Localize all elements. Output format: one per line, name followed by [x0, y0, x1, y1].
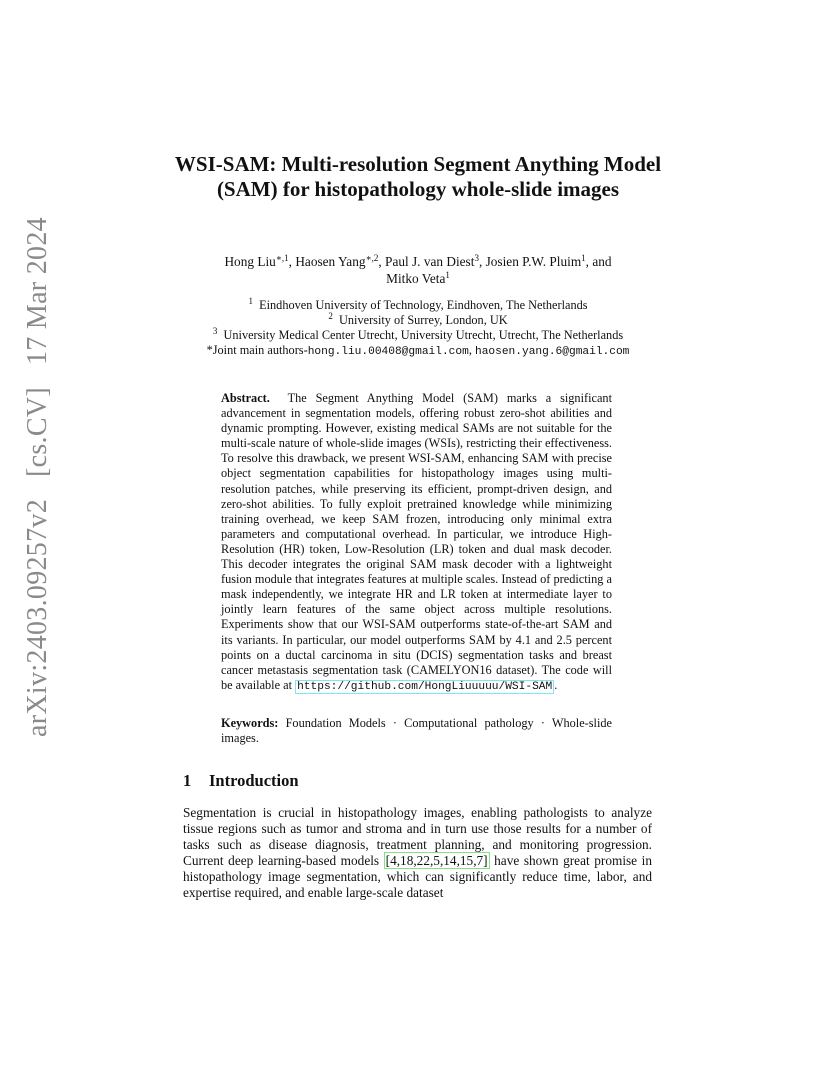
author: Hong Liu$^{∗,1}$,: [224, 253, 296, 269]
intro-paragraph: Segmentation is crucial in histopathology images, enabling pathologists to analyze tissue regions such as tumor and stroma and in turn use those results for a number of tasks such as disease diagnosis, treatment planning, and monitoring progression. Current deep learning-based models [4,18,22,5,14,15,7] have shown great promise in histopathology image segmentation, which can significantly reduce time, labor, and expertise required, and enable large-scale dataset: [183, 805, 652, 900]
arxiv-date: 17 Mar 2024: [22, 217, 53, 366]
author: Mitko Veta$^1$: [386, 270, 450, 286]
citation-link[interactable]: [4,18,22,5,14,15,7]: [385, 853, 488, 868]
arxiv-category: [cs.CV]: [22, 387, 53, 477]
affiliations: [150, 298, 686, 360]
code-link[interactable]: https://github.com/HongLiuuuuu/WSI-SAM: [297, 680, 553, 693]
joint-authors-note: *Joint main authors-hong.liu.00408@gmail.com, haosen.yang.6@gmail.com: [206, 343, 630, 358]
author-list: [180, 253, 656, 287]
affiliation: $^3$ University Medical Center Utrecht, University Utrecht, Utrecht, The Netherlands: [212, 326, 624, 342]
email-link[interactable]: haosen.yang.6@gmail.com: [474, 346, 630, 358]
abstract-label: Abstract.: [221, 391, 270, 405]
abstract: Abstract. The Segment Anything Model (SAM) marks a significant advancement in segmentation models, offering robust zero-shot abilities and dynamic prompting. However, existing medical SAMs are not suitable for the multi-scale nature of whole-slide images (WSIs), restricting their effectiveness. To resolve this drawback, we present WSI-SAM, enhancing SAM with precise object segmentation capabilities for histopathology images using multi-resolution patches, while preserving its efficient, prompt-driven design, and zero-shot abilities. To fully exploit pretrained knowledge while minimizing training overhead, we keep SAM frozen, introducing only minimal extra parameters and computational overhead. In particular, we introduce High-Resolution (HR) token, Low-Resolution (LR) token and dual mask decoder. This decoder integrates the original SAM mask decoder with a lightweight fusion module that integrates features at multiple scales. Instead of predicting a mask independently, we integrate HR and LR token at intermediate layer to jointly learn features of the same object across multiple resolutions. Experiments show that our WSI-SAM outperforms state-of-the-art SAM and its variants. In particular, our model outperforms SAM by 4.1 and 2.5 percent points on a ductal carcinoma in situ (DCIS) segmentation tasks and breast cancer metastasis segmentation task (CAMELYON16 dataset). The code will be available at https://github.com/HongLiuuuuu/WSI-SAM .: [221, 391, 612, 693]
author: Josien P.W. Pluim$^1$, and: [485, 253, 612, 269]
keywords-label: Keywords:: [221, 716, 279, 730]
affiliation: $^2$ University of Surrey, London, UK: [328, 311, 508, 327]
arxiv-id: arXiv:2403.09257v2: [22, 499, 53, 737]
paper-title: WSI-SAM: Multi-resolution Segment Anything Model (SAM) for histopathology whole-slide images: [174, 152, 662, 201]
abstract-text: The Segment Anything Model (SAM) marks a significant advancement in segmentation models, offering robust zero-shot abilities and dynamic prompting. However, existing medical SAMs are not suitable for the multi-scale nature of whole-slide images (WSIs), restricting their effectiveness. To resolve this drawback, we present WSI-SAM, enhancing SAM with precise object segmentation capabilities for histopathology images using multi-resolution patches, while preserving its efficient, prompt-driven design, and zero-shot abilities. To fully exploit pretrained knowledge while minimizing training overhead, we keep SAM frozen, introducing only minimal extra parameters and computational overhead. In particular, we introduce High-Resolution (HR) token, Low-Resolution (LR) token and dual mask decoder. This decoder integrates the original SAM mask decoder with a lightweight fusion module that integrates features at multiple scales. Instead of predicting a mask independently, we integrate HR and LR token at intermediate layer to jointly learn features of the same object across multiple resolutions. Experiments show that our WSI-SAM outperforms state-of-the-art SAM and its variants. In particular, our model outperforms SAM by 4.1 and 2.5 percent points on a ductal carcinoma in situ (DCIS) segmentation tasks and breast cancer metastasis segmentation task (CAMELYON16 dataset). The code will be available at: [221, 391, 612, 692]
affiliation: $^1$ Eindhoven University of Technology, Eindhoven, The Netherlands: [248, 296, 588, 312]
section-number: 1: [183, 771, 192, 790]
arxiv-stamp: [22, 217, 54, 737]
section-title: Introduction: [209, 771, 299, 790]
keywords-text: Foundation Models · Computational pathology · Whole-slide images.: [221, 716, 612, 746]
section-heading: [183, 771, 299, 791]
author: Paul J. van Diest$^3$,: [385, 253, 486, 269]
email-link[interactable]: hong.liu.00408@gmail.com: [307, 346, 469, 358]
keywords: [221, 716, 612, 746]
author: Haosen Yang$^{∗,2}$,: [295, 253, 386, 269]
